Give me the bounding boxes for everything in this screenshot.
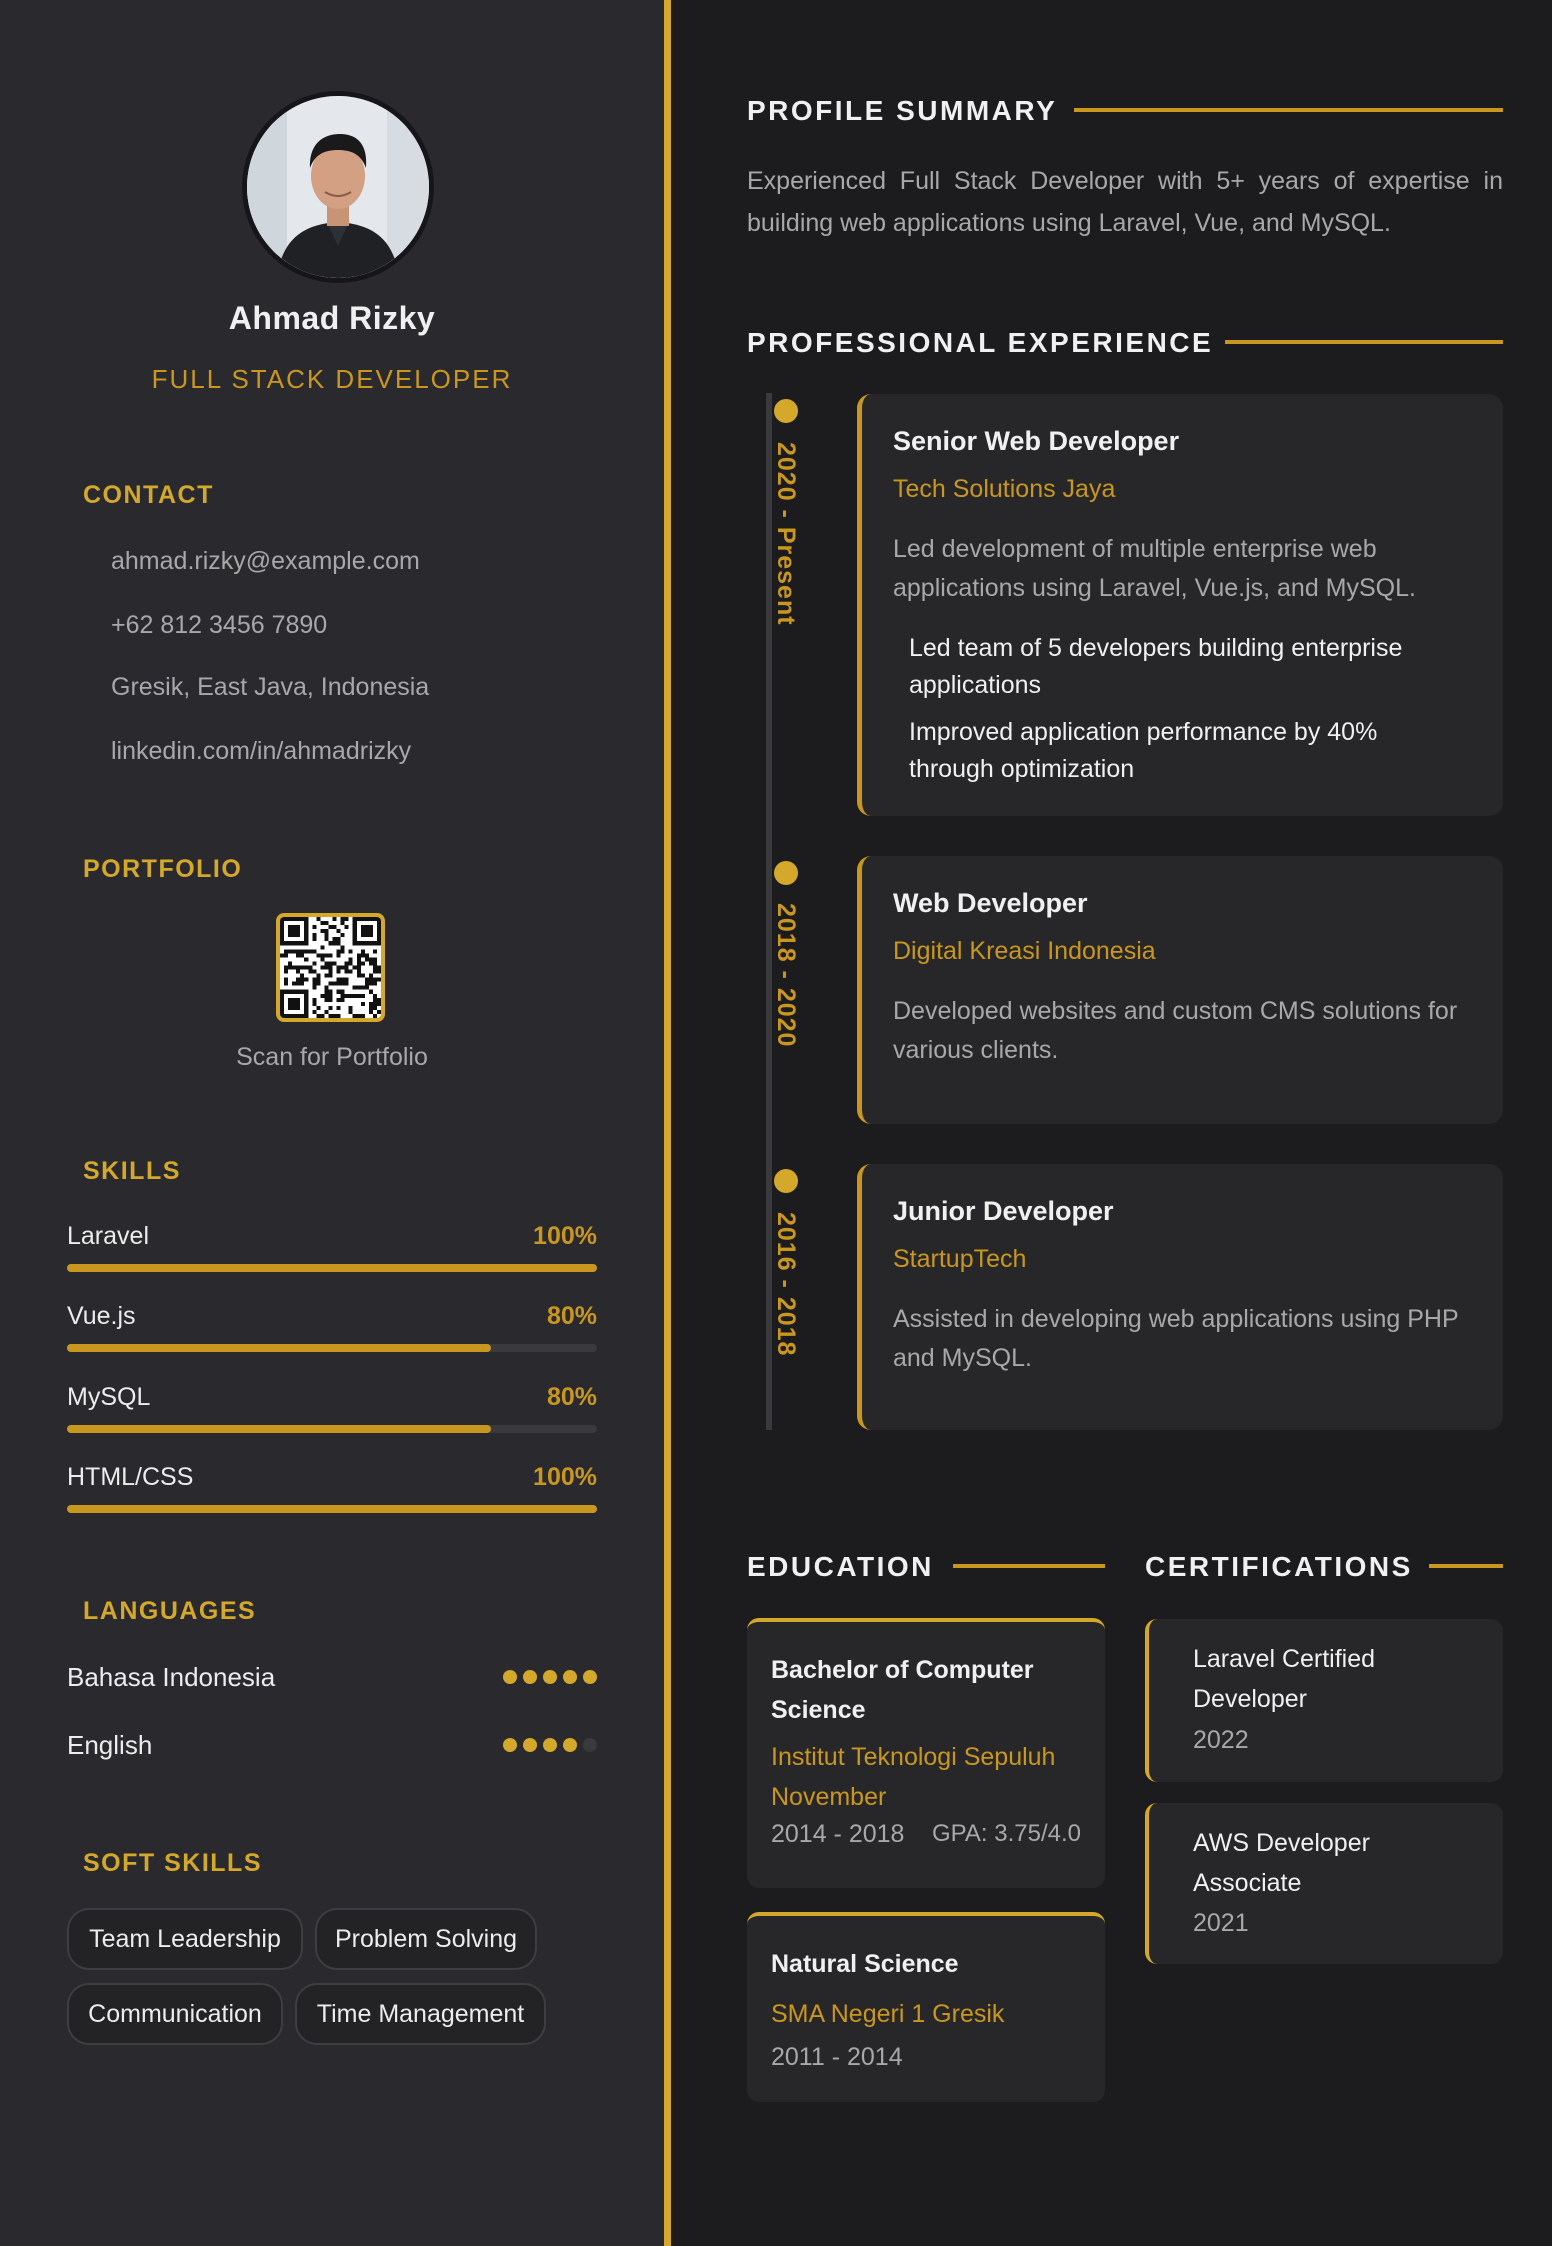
soft-skill-tag: Communication xyxy=(67,1983,283,2045)
certification-year: 2022 xyxy=(1193,1726,1249,1754)
job-role: FULL STACK DEVELOPER xyxy=(151,364,513,394)
language-rating xyxy=(503,1738,597,1752)
skill-name: Laravel xyxy=(67,1222,149,1250)
certification-card xyxy=(1145,1619,1503,1782)
contact-email[interactable]: ahmad.rizky@example.com xyxy=(111,547,420,575)
languages-heading: LANGUAGES xyxy=(83,1597,257,1625)
portfolio-qr-code[interactable] xyxy=(276,913,385,1022)
skill-name: MySQL xyxy=(67,1383,151,1411)
job-company: StartupTech xyxy=(893,1245,1027,1273)
main-content xyxy=(671,0,1552,2246)
education-school: Institut Teknologi Sepuluh November xyxy=(771,1743,1056,1811)
job-company: Tech Solutions Jaya xyxy=(893,475,1116,503)
qr-pattern xyxy=(280,917,381,1018)
language-rating xyxy=(503,1670,597,1684)
rating-dot xyxy=(503,1738,517,1752)
qr-code-icon xyxy=(280,917,381,1018)
job-title: Web Developer xyxy=(893,888,1088,918)
job-description: Led development of multiple enterprise web applications using Laravel, Vue.js, and MySQL. xyxy=(893,535,1416,602)
job-title: Junior Developer xyxy=(893,1196,1114,1226)
language-name: Bahasa Indonesia xyxy=(67,1662,276,1692)
job-highlight: Led team of 5 developers building enterprise applications xyxy=(909,634,1403,699)
skill-percent: 80% xyxy=(546,1302,597,1330)
column-divider xyxy=(664,0,671,2246)
skill-bar-fill xyxy=(67,1264,597,1272)
avatar xyxy=(242,91,434,283)
education-card xyxy=(747,1618,1105,1888)
skill-bar-fill xyxy=(67,1344,491,1352)
person-name: Ahmad Rizky xyxy=(228,300,436,336)
certification-card xyxy=(1145,1803,1503,1964)
job-period: 2020 - Present xyxy=(772,442,800,626)
heading-rule xyxy=(953,1564,1105,1568)
skill-name: HTML/CSS xyxy=(67,1463,194,1491)
skill-percent: 100% xyxy=(533,1222,597,1250)
skill-bar-fill xyxy=(67,1425,491,1433)
job-period: 2016 - 2018 xyxy=(772,1212,800,1357)
portfolio-caption: Scan for Portfolio xyxy=(236,1043,428,1071)
contact-linkedin[interactable]: linkedin.com/in/ahmadrizky xyxy=(111,737,412,765)
job-highlight: Improved application performance by 40% through optimization xyxy=(909,718,1378,783)
timeline-dot xyxy=(774,1169,798,1193)
skill-bar-fill xyxy=(67,1505,597,1513)
portfolio-heading: PORTFOLIO xyxy=(83,855,243,883)
job-card xyxy=(857,1164,1503,1430)
job-title: Senior Web Developer xyxy=(893,426,1180,456)
skill-item xyxy=(67,1302,597,1368)
education-card xyxy=(747,1912,1105,2102)
language-item xyxy=(67,1662,597,1696)
skill-item xyxy=(67,1383,597,1449)
profile-summary: Experienced Full Stack Developer with 5+ years of expertise in building web applications using Laravel, Vue, and MySQL. xyxy=(747,167,1503,237)
skills-heading: SKILLS xyxy=(83,1157,181,1185)
job-company: Digital Kreasi Indonesia xyxy=(893,937,1156,965)
rating-dot xyxy=(523,1670,537,1684)
sidebar xyxy=(0,0,664,2246)
skill-name: Vue.js xyxy=(67,1302,136,1330)
contact-location: Gresik, East Java, Indonesia xyxy=(111,673,430,701)
skill-bar xyxy=(67,1425,597,1433)
timeline-dot xyxy=(774,399,798,423)
rating-dot xyxy=(563,1738,577,1752)
language-item xyxy=(67,1730,597,1764)
job-description: Developed websites and custom CMS solutions for various clients. xyxy=(893,997,1458,1064)
experience-heading: PROFESSIONAL EXPERIENCE xyxy=(747,327,1214,358)
summary-heading: PROFILE SUMMARY xyxy=(747,95,1058,126)
rating-dot xyxy=(523,1738,537,1752)
skill-percent: 100% xyxy=(533,1463,597,1491)
rating-dot xyxy=(503,1670,517,1684)
certification-year: 2021 xyxy=(1193,1909,1249,1937)
soft-skills-heading: SOFT SKILLS xyxy=(83,1849,262,1877)
education-gpa: GPA: 3.75/4.0 xyxy=(932,1820,1081,1847)
education-school: SMA Negeri 1 Gresik xyxy=(771,2000,1005,2028)
education-heading: EDUCATION xyxy=(747,1551,934,1582)
skill-bar xyxy=(67,1264,597,1272)
soft-skill-tag: Time Management xyxy=(295,1983,546,2045)
soft-skill-tag: Problem Solving xyxy=(315,1908,537,1970)
education-years: 2014 - 2018 xyxy=(771,1820,905,1848)
rating-dot xyxy=(583,1738,597,1752)
skill-bar xyxy=(67,1505,597,1513)
language-name: English xyxy=(67,1730,153,1760)
skill-bar xyxy=(67,1344,597,1352)
rating-dot xyxy=(563,1670,577,1684)
rating-dot xyxy=(543,1670,557,1684)
contact-phone[interactable]: +62 812 3456 7890 xyxy=(111,611,328,639)
profile-photo xyxy=(247,96,429,278)
job-card xyxy=(857,856,1503,1124)
job-period: 2018 - 2020 xyxy=(772,903,800,1048)
certification-name: AWS Developer Associate xyxy=(1193,1829,1370,1897)
certifications-heading: CERTIFICATIONS xyxy=(1145,1551,1413,1582)
skill-item xyxy=(67,1463,597,1529)
certification-name: Laravel Certified Developer xyxy=(1193,1645,1376,1713)
heading-rule xyxy=(1074,108,1503,112)
job-card xyxy=(857,394,1503,816)
heading-rule xyxy=(1429,1564,1503,1568)
contact-heading: CONTACT xyxy=(83,481,214,509)
skill-percent: 80% xyxy=(546,1383,597,1411)
education-degree: Bachelor of Computer Science xyxy=(771,1656,1034,1724)
soft-skill-tag: Team Leadership xyxy=(67,1908,303,1970)
skill-item xyxy=(67,1222,597,1288)
job-highlights xyxy=(909,630,1469,798)
heading-rule xyxy=(1225,340,1503,344)
timeline-dot xyxy=(774,861,798,885)
rating-dot xyxy=(543,1738,557,1752)
job-description: Assisted in developing web applications using PHP and MySQL. xyxy=(893,1305,1459,1372)
education-degree: Natural Science xyxy=(771,1950,959,1978)
education-years: 2011 - 2014 xyxy=(771,2043,903,2071)
rating-dot xyxy=(583,1670,597,1684)
